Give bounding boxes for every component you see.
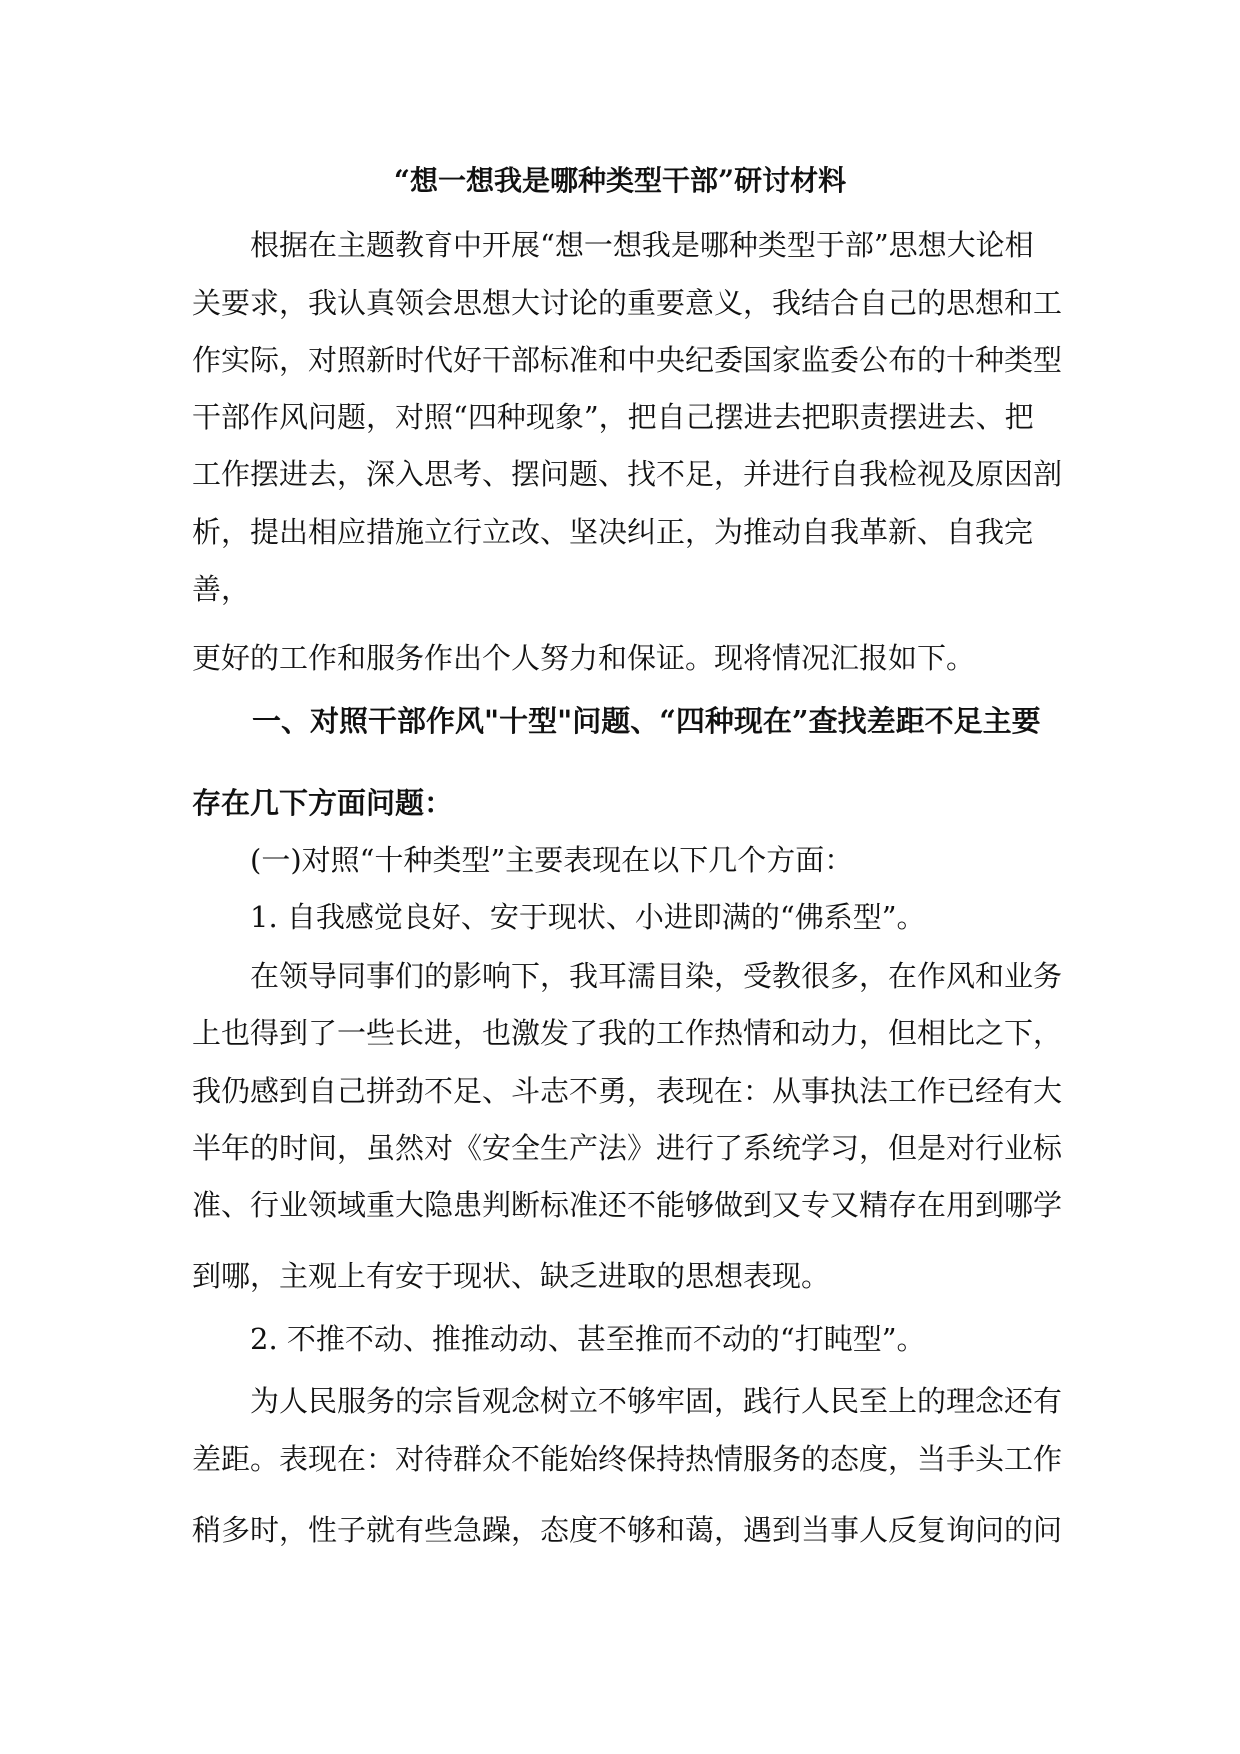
paragraph-line: 半年的时间，虽然对《安全生产法》进行了系统学习，但是对行业标 xyxy=(192,1131,1063,1165)
paragraph-line: 关要求，我认真领会思想大讨论的重要意义，我结合自己的思想和工 xyxy=(192,286,1063,320)
paragraph-line: 为人民服务的宗旨观念树立不够牢固，践行人民至上的理念还有 xyxy=(250,1384,1063,1418)
document-title: “想一想我是哪种类型干部”研讨材料 xyxy=(393,164,847,197)
paragraph-line: 上也得到了一些长进，也激发了我的工作热情和动力，但相比之下， xyxy=(192,1016,1063,1050)
subsection-heading: (一)对照“十种类型”主要表现在以下几个方面： xyxy=(250,843,854,877)
list-item: 1. 自我感觉良好、安于现状、小进即满的“佛系型”。 xyxy=(250,900,926,934)
paragraph-line: 差距。表现在：对待群众不能始终保持热情服务的态度，当手头工作 xyxy=(192,1442,1063,1476)
paragraph-line: 善， xyxy=(192,572,251,606)
list-item: 2. 不推不动、推推动动、甚至推而不动的“打盹型”。 xyxy=(250,1322,926,1356)
paragraph-line: 析，提出相应措施立行立改、坚决纠正，为推动自我革新、自我完 xyxy=(192,515,1034,549)
paragraph-line: 到哪，主观上有安于现状、缺乏进取的思想表现。 xyxy=(192,1259,831,1293)
paragraph-line: 稍多时，性子就有些急躁，态度不够和蔼，遇到当事人反复询问的问 xyxy=(192,1513,1063,1547)
paragraph-line: 准、行业领域重大隐患判断标准还不能够做到又专又精存在用到哪学 xyxy=(192,1188,1063,1222)
paragraph-line: 作实际，对照新时代好干部标准和中央纪委国家监委公布的十种类型 xyxy=(192,343,1063,377)
paragraph-line: 更好的工作和服务作出个人努力和保证。现将情况汇报如下。 xyxy=(192,641,976,675)
paragraph-line: 在领导同事们的影响下，我耳濡目染，受教很多，在作风和业务 xyxy=(250,959,1063,993)
paragraph-line: 根据在主题教育中开展“想一想我是哪种类型于部”思想大论相 xyxy=(250,228,1034,262)
section-heading: 一、对照干部作风"十型"问题、“四种现在”查找差距不足主要 xyxy=(252,704,1041,738)
paragraph-line: 工作摆进去，深入思考、摆问题、找不足，并进行自我检视及原因剖 xyxy=(192,457,1063,491)
section-heading: 存在几下方面问题： xyxy=(192,786,454,820)
paragraph-line: 干部作风问题，对照“四种现象”，把自己摆进去把职责摆进去、把 xyxy=(192,400,1034,434)
paragraph-line: 我仍感到自己拼劲不足、斗志不勇，表现在：从事执法工作已经有大 xyxy=(192,1074,1063,1108)
